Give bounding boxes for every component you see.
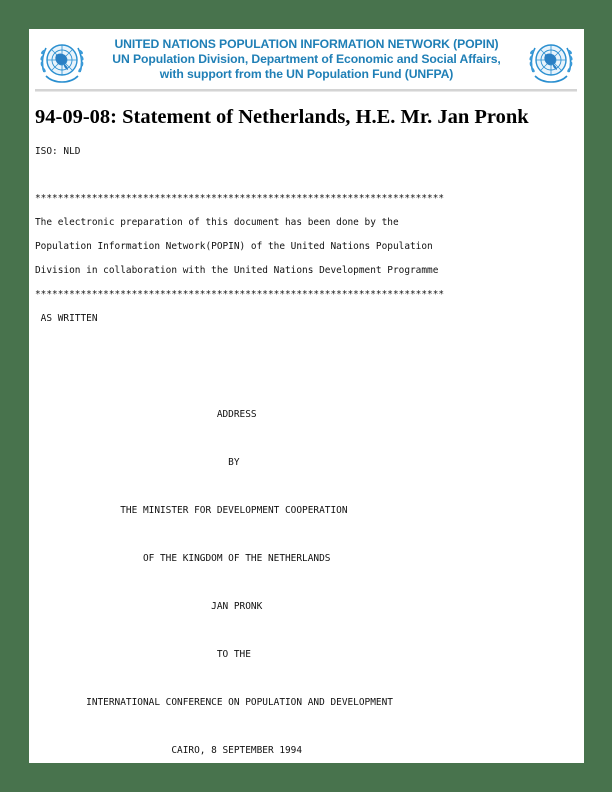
- address-line-place-date: CAIRO, 8 SEPTEMBER 1994: [35, 745, 303, 756]
- header-divider: [35, 89, 577, 92]
- address-line-address: ADDRESS: [35, 409, 257, 420]
- notice-line-2: Population Information Network(POPIN) of the United Nations Population: [35, 241, 433, 252]
- notice-stars-bottom: ************************************************************************: [35, 289, 445, 300]
- popin-header-text: [89, 37, 524, 82]
- address-line-conference: INTERNATIONAL CONFERENCE ON POPULATION AND DEVELOPMENT: [35, 697, 393, 708]
- address-line-speaker: JAN PRONK: [35, 601, 263, 612]
- notice-line-1: The electronic preparation of this document has been done by the: [35, 217, 399, 228]
- document-page: [29, 29, 584, 763]
- iso-code: ISO: NLD: [35, 146, 81, 157]
- address-line-minister: THE MINISTER FOR DEVELOPMENT COOPERATION: [35, 505, 348, 516]
- un-emblem-icon: [38, 38, 86, 84]
- address-line-to-the: TO THE: [35, 649, 251, 660]
- notice-stars-top: ************************************************************************: [35, 193, 445, 204]
- page-title: 94-09-08: Statement of Netherlands, H.E. Mr. Jan Pronk: [35, 106, 529, 128]
- notice-line-3: Division in collaboration with the United Nations Development Programme: [35, 265, 439, 276]
- popin-header: [29, 29, 584, 93]
- header-line-3: with support from the UN Population Fund (UNFPA): [159, 67, 454, 81]
- un-emblem-icon: [527, 38, 575, 84]
- header-line-1: UNITED NATIONS POPULATION INFORMATION NETWORK (POPIN): [114, 37, 499, 51]
- address-line-kingdom: OF THE KINGDOM OF THE NETHERLANDS: [35, 553, 331, 564]
- as-written-label: AS WRITTEN: [35, 313, 98, 324]
- address-line-by: BY: [35, 457, 240, 468]
- header-line-2: UN Population Division, Department of Economic and Social Affairs,: [112, 52, 501, 66]
